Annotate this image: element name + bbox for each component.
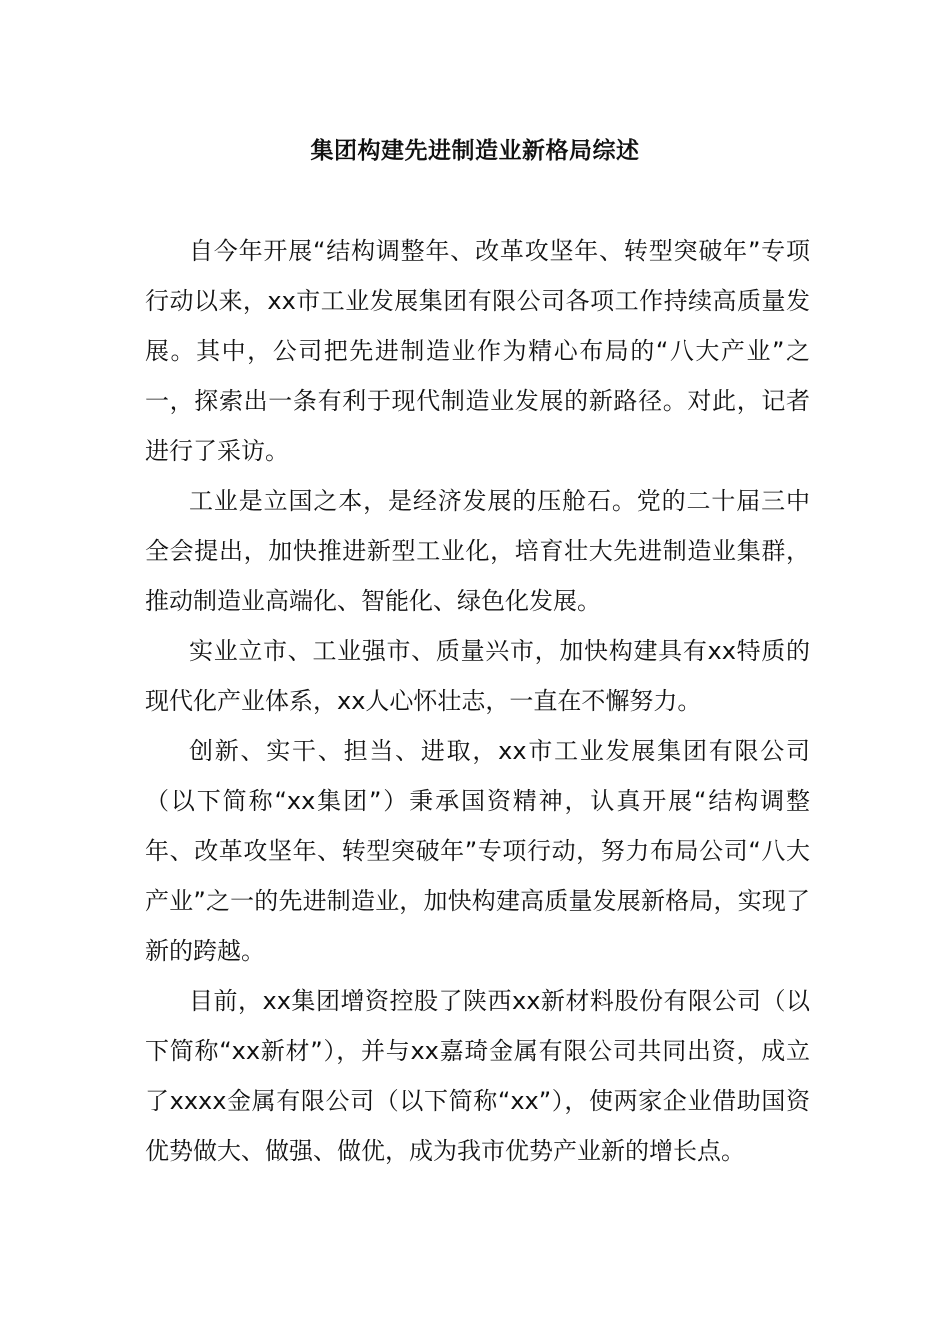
paragraph-current-status: 目前，xx集团增资控股了陕西xx新材料股份有限公司（以下简称“xx新材”），并与xx嘉琦金属有限公司共同出资，成立了xxxx金属有限公司（以下简称“xx”），使两家企业借助国资优势做大、做强、做优，成为我市优势产业新的增长点。 (145, 987, 810, 1165)
paragraph-intro: 自今年开展“结构调整年、改革攻坚年、转型突破年”专项行动以来，xx市工业发展集团有限公司各项工作持续高质量发展。其中，公司把先进制造业作为精心布局的“八大产业”之一，探索出一条有利于现代制造业发展的新路径。对此，记者进行了采访。 (145, 237, 810, 465)
document-body (145, 226, 810, 1176)
document-title: 集团构建先进制造业新格局综述 (310, 138, 640, 164)
paragraph-group-efforts: 创新、实干、担当、进取，xx市工业发展集团有限公司（以下简称“xx集团”）秉承国资精神，认真开展“结构调整年、改革攻坚年、转型突破年”专项行动，努力布局公司“八大产业”之一的先进制造业，加快构建高质量发展新格局，实现了新的跨越。 (145, 737, 810, 965)
paragraph-city-strategy: 实业立市、工业强市、质量兴市，加快构建具有xx特质的现代化产业体系，xx人心怀壮志，一直在不懈努力。 (145, 637, 810, 715)
paragraph-industry-foundation: 工业是立国之本，是经济发展的压舱石。党的二十届三中全会提出，加快推进新型工业化，培育壮大先进制造业集群，推动制造业高端化、智能化、绿色化发展。 (145, 487, 810, 615)
